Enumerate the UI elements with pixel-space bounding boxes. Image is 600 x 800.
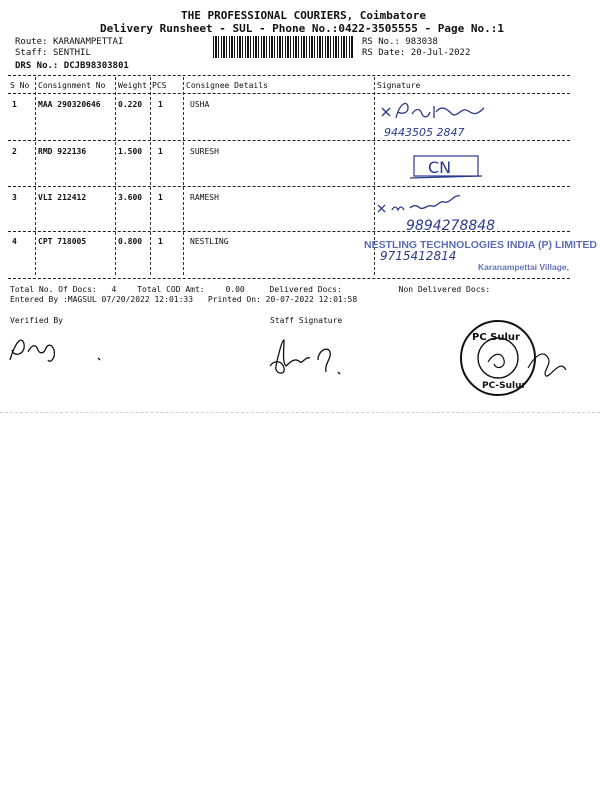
route-value: KARANAMPETTAI — [52, 37, 124, 47]
row-pcs: 1 — [158, 100, 163, 109]
scan-edge — [0, 412, 600, 413]
barcode — [213, 36, 353, 58]
verified-signature — [6, 330, 116, 370]
row-consignee: NESTLING — [190, 237, 229, 246]
row-weight: 1.500 — [118, 147, 143, 156]
total-cod-value: 0.00 — [225, 285, 245, 294]
row-weight: 3.600 — [118, 193, 143, 202]
col-header-weight: Weight — [118, 81, 147, 90]
row-consignee: USHA — [190, 100, 210, 109]
drs-label: DRS No.: — [15, 61, 59, 71]
row-pcs: 1 — [158, 237, 163, 246]
row-weight: 0.220 — [118, 100, 143, 109]
table-header-rule — [8, 93, 570, 94]
col-header-signature: Signature — [377, 81, 421, 90]
signature-row3 — [374, 192, 544, 236]
entered-printed-row — [10, 295, 357, 304]
route-label: Route: — [15, 37, 48, 47]
row4-phone: 9715412814 — [380, 249, 457, 263]
rs-date-value: 20-Jul-2022 — [410, 48, 471, 58]
row-sno: 4 — [12, 237, 17, 246]
row-pcs: 1 — [158, 193, 163, 202]
entered-by: Entered By :MAGSUL 07/20/2022 12:01:33 — [10, 295, 194, 304]
col-sep — [150, 77, 151, 275]
drs-value: DCJB98303801 — [63, 61, 129, 71]
row-consignment: RMD 922136 — [38, 147, 87, 156]
staff-signature-label: Staff Signature — [270, 316, 343, 325]
col-sep — [35, 77, 36, 275]
col-header-pcs: PCS — [152, 81, 167, 90]
row-sno: 2 — [12, 147, 17, 156]
col-sep — [115, 77, 116, 275]
stamp-company-name: NESTLING TECHNOLOGIES INDIA (P) LIMITED — [364, 239, 597, 251]
col-header-consignee: Consignee Details — [186, 81, 268, 90]
rs-no-row — [362, 37, 438, 47]
totals-row — [10, 285, 490, 294]
row-consignee: RAMESH — [190, 193, 219, 202]
col-header-sno: S No — [10, 81, 30, 90]
verified-by-label: Verified By — [10, 316, 63, 325]
row-rule — [8, 186, 570, 187]
col-sep — [183, 77, 184, 275]
seal-bottom-text: PC-Sulur — [482, 381, 526, 391]
delivered-docs-label: Delivered Docs: — [269, 285, 342, 294]
total-docs-label: Total No. Of Docs: — [10, 285, 97, 294]
row2-cn-mark — [408, 150, 488, 184]
cn-text: CN — [428, 158, 452, 177]
table-top-rule — [8, 75, 570, 76]
printed-on: Printed On: 20-07-2022 12:01:58 — [207, 295, 358, 304]
row-consignment: MAA 290320646 — [38, 100, 101, 109]
row-sno: 1 — [12, 100, 17, 109]
total-docs-value: 4 — [111, 285, 117, 294]
rs-date-row — [362, 48, 470, 58]
col-header-consignment: Consignment No — [38, 81, 106, 90]
signature-row1 — [378, 96, 538, 140]
route-row — [15, 37, 123, 47]
rs-no-label: RS No.: — [362, 37, 400, 47]
row-consignment: VLI 212412 — [38, 193, 87, 202]
company-stamp — [360, 234, 597, 286]
runsheet-subtitle: Delivery Runsheet - SUL - Phone No.:0422-3505555 - Page No.:1 — [100, 22, 504, 35]
row-weight: 0.800 — [118, 237, 143, 246]
stamp-company-village: Karanampettai Village, — [478, 262, 570, 272]
row-pcs: 1 — [158, 147, 163, 156]
row3-phone: 9894278848 — [406, 218, 496, 234]
row-sno: 3 — [12, 193, 17, 202]
row-rule — [8, 140, 570, 141]
seal-top-text: PC Sulur — [472, 332, 520, 343]
staff-signature — [262, 336, 372, 380]
company-title: THE PROFESSIONAL COURIERS, Coimbatore — [181, 9, 427, 22]
staff-row — [15, 48, 91, 58]
total-cod-label: Total COD Amt: — [137, 285, 205, 294]
office-seal — [458, 316, 586, 400]
row1-phone: 9443505 2847 — [384, 126, 465, 139]
drs-row — [15, 61, 129, 71]
rs-date-label: RS Date: — [362, 48, 406, 58]
row-consignment: CPT 718005 — [38, 237, 87, 246]
staff-label: Staff: — [15, 48, 48, 58]
rs-no-value: 983038 — [405, 37, 438, 47]
row-consignee: SURESH — [190, 147, 219, 156]
non-delivered-docs-label: Non Delivered Docs: — [398, 285, 491, 294]
staff-value: SENTHIL — [52, 48, 91, 58]
